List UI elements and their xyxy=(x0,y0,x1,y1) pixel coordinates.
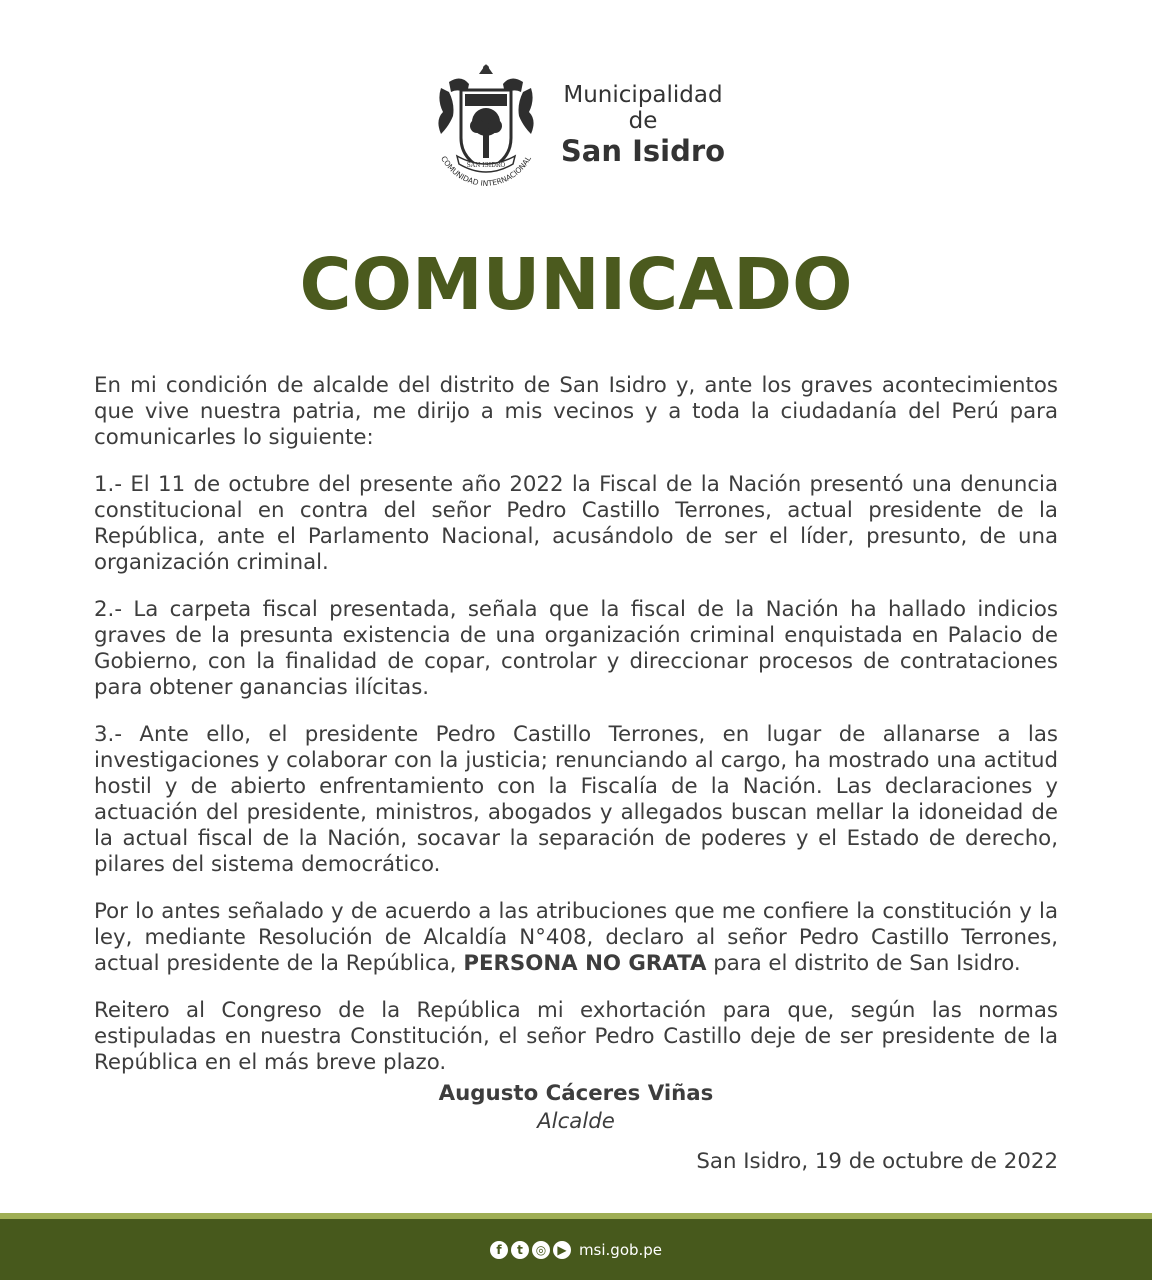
social-links xyxy=(490,1241,662,1259)
org-line-3: San Isidro xyxy=(560,133,726,168)
twitter-icon[interactable]: t xyxy=(511,1241,529,1259)
org-line-2: de xyxy=(628,107,658,134)
paragraph-4-text: Por lo antes señalado y de acuerdo a las atribuciones que me confiere la constitución y la ley, mediante Resolución de Alcaldía N°408, declaro al señor Pedro Castillo Terrones, actual presidente de la República, xyxy=(94,899,1058,976)
website-link[interactable]: msi.gob.pe xyxy=(578,1240,663,1259)
org-line-1: Municipalidad xyxy=(563,82,723,109)
footer xyxy=(0,1219,1152,1280)
municipality-name xyxy=(561,83,725,167)
facebook-icon[interactable]: f xyxy=(490,1241,508,1259)
youtube-icon[interactable]: ▶ xyxy=(553,1241,571,1259)
paragraph-5: Reitero al Congreso de la República mi exhortación para que, según las normas estipuladas en nuestra Constitución, el señor Pedro Castillo deje de ser presidente de la República en el más breve plazo. xyxy=(94,998,1058,1075)
seal-ribbon-text: SAN ISIDRO xyxy=(466,162,506,169)
document-date: San Isidro, 19 de octubre de 2022 xyxy=(696,1149,1058,1174)
paragraph-4-end: para el distrito de San Isidro. xyxy=(706,951,1021,976)
paragraph-3: 3.- Ante ello, el presidente Pedro Castillo Terrones, en lugar de allanarse a las investigaciones y colaborar con la justicia; renunciando al cargo, ha mostrado una actitud hostil y de abierto enfrentamiento con la Fiscalía de la Nación. Las declaraciones y actuación del presidente, ministros, abogados y allegados buscan mellar la idoneidad de la actual fiscal de la Nación, socavar la separación de poderes y el Estado de derecho, pilares del sistema democrático. xyxy=(94,722,1058,877)
coat-of-arms-logo xyxy=(427,60,545,190)
header xyxy=(0,55,1152,195)
instagram-icon[interactable]: ◎ xyxy=(532,1241,550,1259)
signature-block xyxy=(0,1080,1152,1136)
seal-ring-text: COMUNIDAD INTERNACIONAL xyxy=(438,154,533,189)
paragraph-1: 1.- El 11 de octubre del presente año 2022 la Fiscal de la Nación presentó una denuncia constitucional en contra del señor Pedro Castillo Terrones, actual presidente de la República, ante el Parlamento Nacional, acusándolo de ser el líder, presunto, de una organización criminal. xyxy=(94,472,1058,575)
paragraph-4 xyxy=(94,899,1058,977)
document-title: COMUNICADO xyxy=(299,243,853,326)
persona-no-grata: PERSONA NO GRATA xyxy=(463,951,707,976)
document-body xyxy=(94,373,1058,1076)
paragraph-2: 2.- La carpeta fiscal presentada, señala que la fiscal de la Nación ha hallado indicios graves de la presunta existencia de una organización criminal enquistada en Palacio de Gobierno, con la finalidad de copar, controlar y direccionar procesos de contrataciones para obtener ganancias ilícitas. xyxy=(94,597,1058,700)
intro-paragraph: En mi condición de alcalde del distrito de San Isidro y, ante los graves acontecimientos que vive nuestra patria, me dirijo a mis vecinos y a toda la ciudadanía del Perú para comunicarles lo siguiente: xyxy=(94,373,1058,450)
signatory-role: Alcalde xyxy=(537,1109,615,1134)
signatory-name: Augusto Cáceres Viñas xyxy=(438,1081,714,1106)
